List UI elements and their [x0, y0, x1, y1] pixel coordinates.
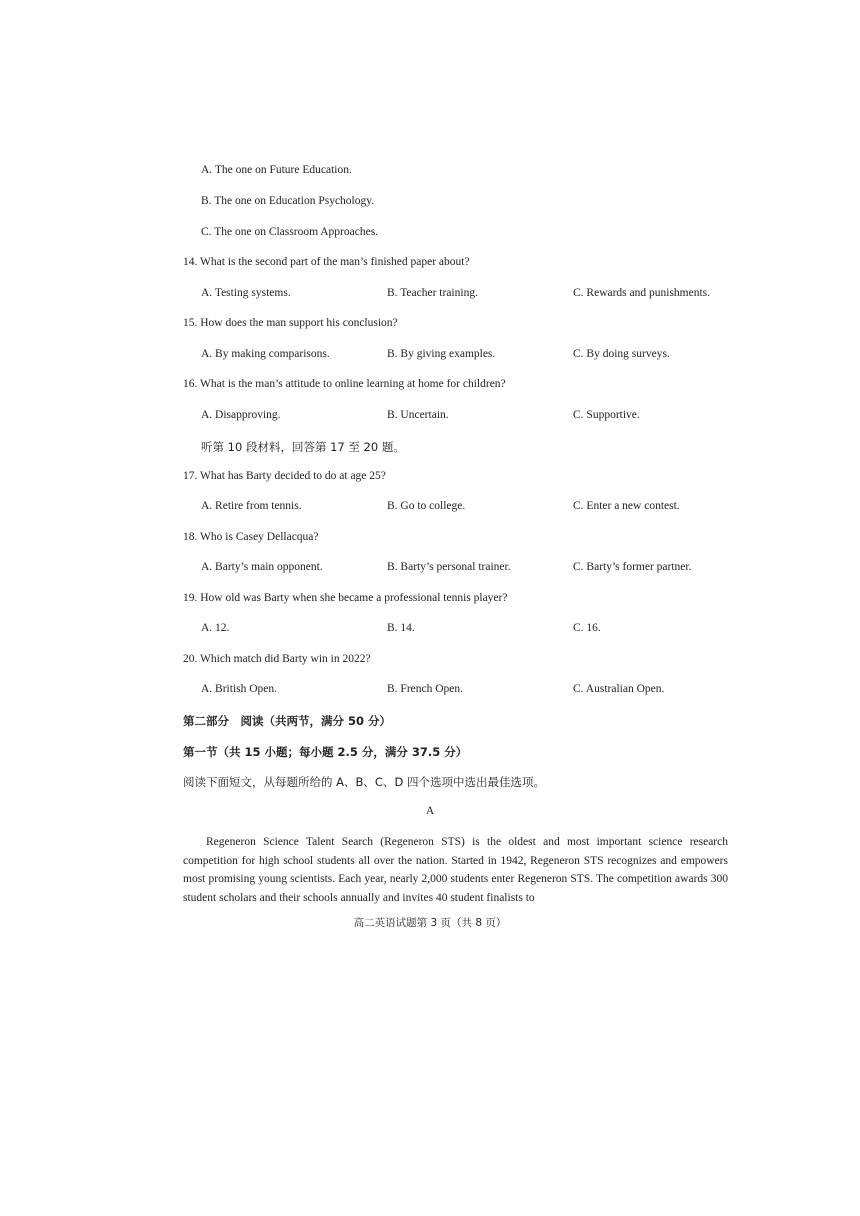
option-c: C. By doing surveys. [573, 348, 670, 360]
part-two-heading: 第二部分 阅读（共两节，满分 50 分） [183, 714, 392, 728]
option-b: B. French Open. [387, 683, 464, 695]
question-stem: 16. What is the man’s attitude to online learning at home for children? [183, 378, 506, 390]
question-stem: 14. What is the second part of the man’s finished paper about? [183, 256, 470, 268]
option-b: B. Uncertain. [387, 409, 449, 421]
listening-instruction: 听第 10 段材料，回答第 17 至 20 题。 [201, 440, 405, 454]
option-a: A. By making comparisons. [201, 348, 330, 360]
option-c: C. Enter a new contest. [573, 500, 680, 512]
question-stem: 18. Who is Casey Dellacqua? [183, 531, 319, 543]
option-b: B. Teacher training. [387, 287, 478, 299]
option-b: B. 14. [387, 622, 415, 634]
option-a: A. British Open. [201, 683, 278, 695]
section-one-heading: 第一节（共 15 小题；每小题 2.5 分，满分 37.5 分） [183, 745, 468, 759]
passage-paragraph: Regeneron Science Talent Search (Regeneron STS) is the oldest and most important science research competition for high school students all over the nation. Started in 1942, Regeneron STS recognizes and empowers most promising young scientists. Each year, nearly 2,000 students enter Regeneron STS. The competition awards 300 student scholars and their schools annually and invites 40 student finalists to [183, 836, 728, 904]
page-footer: 高二英语试题第 3 页（共 8 页） [353, 917, 507, 929]
option-a: A. Testing systems. [201, 287, 291, 299]
passage-label: A [425, 805, 435, 817]
question-stem: 17. What has Barty decided to do at age 25? [183, 470, 386, 482]
option-b: B. By giving examples. [387, 348, 496, 360]
option-a: A. 12. [201, 622, 230, 634]
option-a: A. Disapproving. [201, 409, 281, 421]
option-a: A. Barty’s main opponent. [201, 561, 323, 573]
question-stem: 19. How old was Barty when she became a professional tennis player? [183, 592, 508, 604]
option-c: C. Australian Open. [573, 683, 665, 695]
option-c: C. Barty’s former partner. [573, 561, 692, 573]
option-a: A. Retire from tennis. [201, 500, 302, 512]
option-b: B. Barty’s personal trainer. [387, 561, 511, 573]
q13-option-c: C. The one on Classroom Approaches. [201, 226, 379, 238]
option-c: C. 16. [573, 622, 601, 634]
q13-option-a: A. The one on Future Education. [201, 164, 352, 176]
question-stem: 20. Which match did Barty win in 2022? [183, 653, 371, 665]
question-stem: 15. How does the man support his conclusion? [183, 317, 398, 329]
option-c: C. Rewards and punishments. [573, 287, 711, 299]
q13-option-b: B. The one on Education Psychology. [201, 195, 375, 207]
option-b: B. Go to college. [387, 500, 466, 512]
option-c: C. Supportive. [573, 409, 640, 421]
reading-instruction: 阅读下面短文，从每题所给的 A、B、C、D 四个选项中选出最佳选项。 [183, 775, 545, 789]
